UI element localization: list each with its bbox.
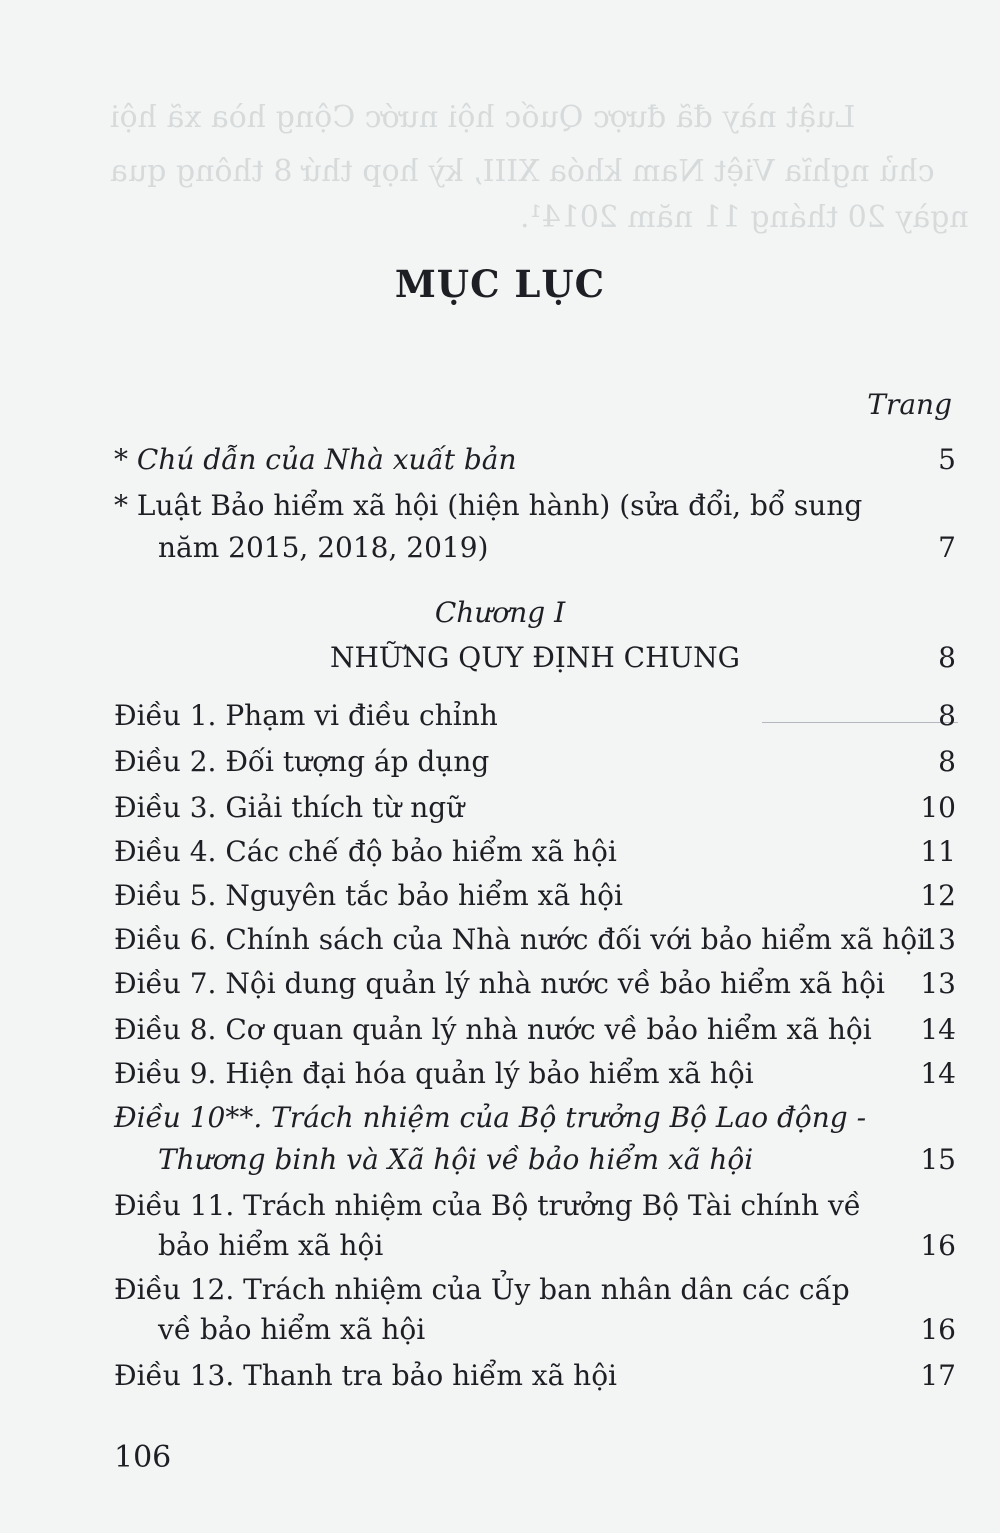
toc-entry-page: 7 [938, 531, 956, 564]
toc-entry-page: 8 [938, 745, 956, 778]
toc-entry-text: Điều 7. Nội dung quản lý nhà nước về bảo hiểm xã hội [114, 967, 885, 1000]
toc-entry-page: 12 [920, 879, 956, 912]
chapter-label: Chương I [434, 596, 566, 629]
toc-entry-text: về bảo hiểm xã hội [158, 1313, 426, 1346]
page-column-label: Trang [867, 388, 952, 421]
toc-entry-page: 5 [938, 443, 956, 476]
toc-entry-text: Điều 5. Nguyên tắc bảo hiểm xã hội [114, 879, 623, 912]
toc-entry-text: Thương binh và Xã hội về bảo hiểm xã hội [158, 1143, 754, 1176]
toc-entry-text: * Luật Bảo hiểm xã hội (hiện hành) (sửa đổi, bổ sung [114, 489, 863, 522]
toc-entry-text: Điều 3. Giải thích từ ngữ [114, 791, 465, 824]
toc-entry-page: 10 [920, 791, 956, 824]
toc-entry-text: Điều 6. Chính sách của Nhà nước đối với bảo hiểm xã hội [114, 923, 927, 956]
toc-entry-page: 14 [920, 1013, 956, 1046]
toc-entry-page: 13 [920, 923, 956, 956]
chapter-title: NHỮNG QUY ĐỊNH CHUNG [329, 641, 740, 674]
toc-entry-text: Điều 1. Phạm vi điều chỉnh [114, 699, 498, 732]
page-title: MỤC LỤC [394, 262, 606, 306]
toc-entry-page: 15 [920, 1143, 956, 1176]
toc-entry-text: Điều 11. Trách nhiệm của Bộ trưởng Bộ Tài chính về [114, 1189, 862, 1222]
divider [762, 722, 958, 723]
bleed-line: Luật này đã được Quốc hội nước Cộng hòa xã hội [110, 100, 856, 135]
toc-entry-text: năm 2015, 2018, 2019) [158, 531, 489, 564]
toc-entry-text: Điều 12. Trách nhiệm của Ủy ban nhân dân các cấp [114, 1273, 850, 1306]
page-number: 106 [114, 1440, 172, 1475]
toc-entry-text: Điều 2. Đối tượng áp dụng [114, 745, 490, 778]
toc-entry-page: 17 [920, 1359, 956, 1392]
toc-entry-text: Điều 9. Hiện đại hóa quản lý bảo hiểm xã hội [114, 1057, 754, 1090]
toc-entry-page: 8 [938, 699, 956, 732]
toc-entry-text: bảo hiểm xã hội [158, 1229, 384, 1262]
toc-entry-text: * Chú dẫn của Nhà xuất bản [114, 443, 517, 476]
bleed-line: chủ nghĩa Việt Nam khóa XIII, kỳ họp thứ 8 thông qua [110, 154, 935, 189]
toc-entry-page: 14 [920, 1057, 956, 1090]
bleed-line: ngày 20 tháng 11 năm 2014¹. [520, 200, 969, 235]
toc-entry-text: Điều 4. Các chế độ bảo hiểm xã hội [114, 835, 617, 868]
toc-entry-page: 16 [920, 1313, 956, 1346]
toc-entry-page: 11 [920, 835, 956, 868]
toc-entry-page: 16 [920, 1229, 956, 1262]
toc-entry-page: 13 [920, 967, 956, 1000]
toc-entry-text: Điều 10**. Trách nhiệm của Bộ trưởng Bộ Lao động - [114, 1101, 867, 1134]
toc-entry-text: Điều 13. Thanh tra bảo hiểm xã hội [114, 1359, 618, 1392]
toc-entry-page: 8 [938, 641, 956, 674]
toc-entry-text: Điều 8. Cơ quan quản lý nhà nước về bảo hiểm xã hội [114, 1013, 872, 1046]
